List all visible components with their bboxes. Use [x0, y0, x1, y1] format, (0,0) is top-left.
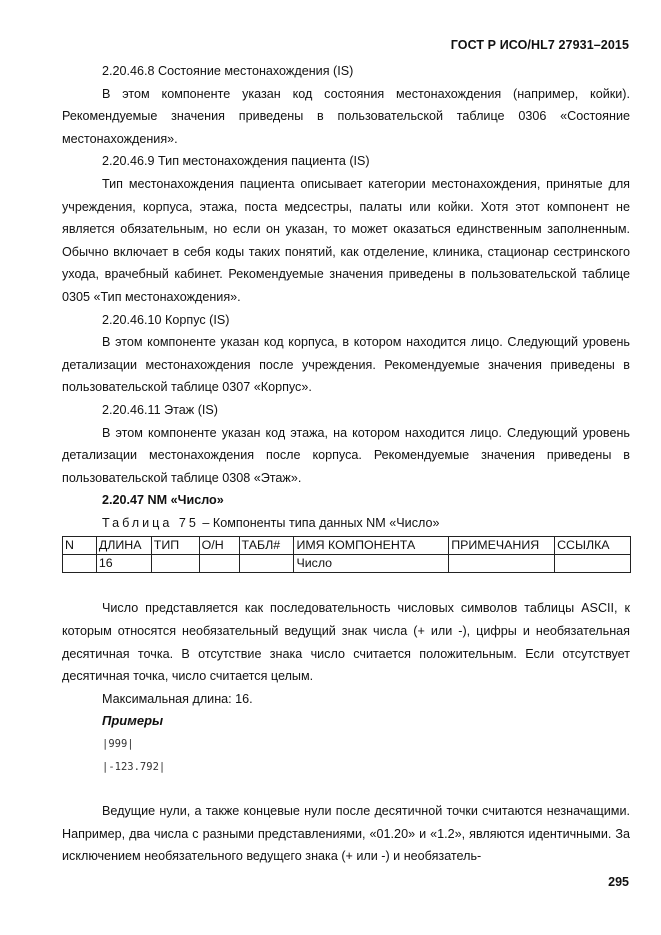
table-caption — [62, 512, 630, 535]
table-cell: 16 — [96, 555, 151, 573]
subsection-heading: 2.20.46.10 Корпус (IS) — [102, 312, 230, 327]
paragraph: Максимальная длина: 16. — [102, 691, 253, 706]
table-header-cell: ДЛИНА — [96, 537, 151, 555]
paragraph: Ведущие нули, а также концевые нули после десятичной точки считаются незначащими. Например, два числа с разными представлениями, «01.20» и «1.2», являются идентичными. За исключением необязательного ведущего знака (+ или -) и необязатель- — [62, 804, 630, 864]
components-table — [62, 536, 631, 573]
section-heading: 2.20.47 NM «Число» — [102, 493, 224, 508]
table-row — [63, 555, 631, 573]
table-cell — [151, 555, 199, 573]
paragraph: В этом компоненте указан код этажа, на котором находится лицо. Следующий уровень детализации местонахождения после корпуса. Рекомендуемые значения приведены в пользовательской таблице 0308 «Этаж». — [62, 425, 630, 485]
table-header-cell: ИМЯ КОМПОНЕНТА — [294, 537, 449, 555]
table-cell — [555, 555, 631, 573]
table-cell — [199, 555, 239, 573]
table-header-cell: О/Н — [199, 537, 239, 555]
table-header-cell: ССЫЛКА — [555, 537, 631, 555]
code-example: |999| — [102, 738, 134, 751]
paragraph: Число представляется как последовательность числовых символов таблицы ASCII, к которым относятся необязательный ведущий знак числа (+ или -), цифры и необязательная десятичная точка. В отсутствие знака число считается положительным. Если отсутствует десятичная точка, число считается целым. — [62, 601, 630, 684]
table-header-cell: N — [63, 537, 97, 555]
paragraph: Тип местонахождения пациента описывает категории местонахождения, принятые для учреждения, корпуса, этажа, поста медсестры, палаты или койки. Хотя этот компонент не является обязательным, но если он указан, то может оказаться единственным заполненным. Обычно включает в себя коды таких понятий, как отделение, клиника, стационар сестринского ухода, врачебный кабинет. Рекомендуемые значения приведены в пользовательской таблице 0305 «Тип местонахождения». — [62, 176, 630, 304]
spacer — [62, 778, 630, 800]
subsection-heading: 2.20.46.9 Тип местонахождения пациента (IS) — [102, 154, 370, 169]
document-header: ГОСТ Р ИСО/HL7 27931–2015 — [450, 38, 629, 52]
spacer — [62, 573, 630, 597]
paragraph: В этом компоненте указан код состояния местонахождения (например, койки). Рекомендуемые значения приведены в пользовательской таблице 0306 «Состояние местонахождения». — [62, 86, 630, 146]
examples-heading: Примеры — [102, 713, 164, 729]
page-content — [62, 60, 630, 868]
code-example: |-123.792| — [102, 760, 166, 773]
paragraph: В этом компоненте указан код корпуса, в котором находится лицо. Следующий уровень детализации местонахождения после учреждения. Рекомендуемые значения приведены в пользовательской таблице 0307 «Корпус». — [62, 335, 630, 395]
table-header-cell: ТИП — [151, 537, 199, 555]
table-cell — [239, 555, 294, 573]
table-header-row — [63, 537, 631, 555]
table-cell: Число — [294, 555, 449, 573]
table-cell — [63, 555, 97, 573]
table-cell — [449, 555, 555, 573]
page-number: 295 — [608, 875, 629, 889]
table-caption-text: – Компоненты типа данных NM «Число» — [198, 515, 440, 530]
subsection-heading: 2.20.46.11 Этаж (IS) — [102, 402, 218, 417]
table-header-cell: ТАБЛ# — [239, 537, 294, 555]
subsection-heading: 2.20.46.8 Состояние местонахождения (IS) — [102, 64, 354, 78]
table-caption-label: Таблица 75 — [102, 515, 199, 530]
table-header-cell: ПРИМЕЧАНИЯ — [449, 537, 555, 555]
